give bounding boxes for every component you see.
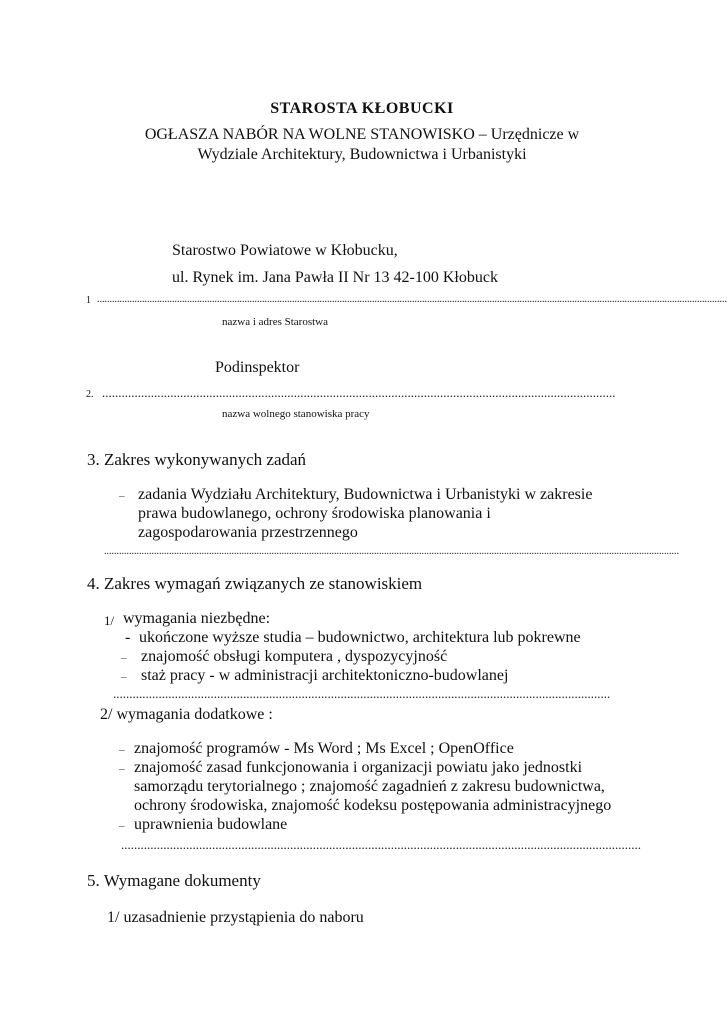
address-line-1: Starostwo Powiatowe w Kłobucku,: [172, 242, 398, 259]
tasks-line-2: prawa budowlanego, ochrony środowiska planowania i: [138, 505, 491, 522]
tasks-line-1: zadania Wydziału Architektury, Budownictwa i Urbanistyki w zakresie: [138, 486, 593, 503]
additional-requirements-label: 2/ wymagania dodatkowe :: [100, 706, 273, 723]
dotted-line-2: ..............................................................................................................................................................: [102, 385, 616, 400]
dotted-line-4: .........................................................................................................................................................: [113, 686, 611, 701]
section-4-heading: 4. Zakres wymagań związanych ze stanowiskiem: [87, 574, 423, 593]
field-number-2: 2.: [86, 389, 94, 400]
required-item-computer: znajomość obsługi komputera , dyspozycyjność: [141, 648, 448, 665]
additional-item-license: uprawnienia budowlane: [134, 816, 288, 833]
required-item-experience: staż pracy - w administracji architektoniczno-budowlanej: [141, 667, 509, 684]
dotted-line-3: ......................................................................................................................................................................................................................................: [104, 546, 679, 557]
section-3-heading: 3. Zakres wykonywanych zadań: [87, 450, 307, 469]
additional-item-knowledge-line-3: ochrony środowiska, znajomość kodeksu postępowania administracyjnego: [134, 797, 612, 814]
announcement-line-2: Wydziale Architektury, Budownictwa i Urbanistyki: [197, 146, 527, 163]
page-title: STAROSTA KŁOBUCKI: [270, 100, 454, 117]
required-item-marker: –: [121, 671, 127, 683]
caption-office-name-address: nazwa i adres Starostwa: [222, 316, 328, 328]
required-item-marker: -: [125, 629, 131, 646]
additional-item-marker: –: [119, 820, 125, 832]
additional-item-knowledge-line-1: znajomość zasad funkcjonowania i organizacji powiatu jako jednostki: [134, 759, 583, 776]
tasks-line-3: zagospodarowania przestrzennego: [138, 524, 358, 541]
additional-item-software: znajomość programów - Ms Word ; Ms Excel ; OpenOffice: [134, 740, 514, 757]
required-item-education: ukończone wyższe studia – budownictwo, architektura lub pokrewne: [139, 629, 581, 646]
announcement-line-1: OGŁASZA NABÓR NA WOLNE STANOWISKO – Urzędnicze w: [144, 126, 580, 143]
additional-item-knowledge-line-2: samorządu terytorialnego ; znajomość zagadnień z zakresu budownictwa,: [134, 778, 605, 795]
additional-item-marker: –: [119, 763, 125, 775]
field-number-1: 1: [86, 295, 91, 306]
dotted-line-1: ............................................................................................................................................................................................................................................................: [97, 294, 727, 305]
requirements-label: wymagania niezbędne:: [123, 610, 271, 627]
requirements-number: 1/: [104, 613, 115, 628]
caption-position-name: nazwa wolnego stanowiska pracy: [222, 408, 370, 420]
dotted-line-5: ................................................................................................................................................................: [121, 837, 641, 852]
required-item-marker: –: [121, 652, 127, 664]
bullet-marker: –: [119, 490, 125, 502]
additional-item-marker: –: [119, 744, 125, 756]
address-line-2: ul. Rynek im. Jana Pawła II Nr 13 42-100 Kłobuck: [172, 269, 498, 286]
position-name: Podinspektor: [215, 359, 300, 376]
section-5-heading: 5. Wymagane dokumenty: [87, 871, 261, 890]
documents-item-1: 1/ uzasadnienie przystąpienia do naboru: [107, 909, 364, 926]
